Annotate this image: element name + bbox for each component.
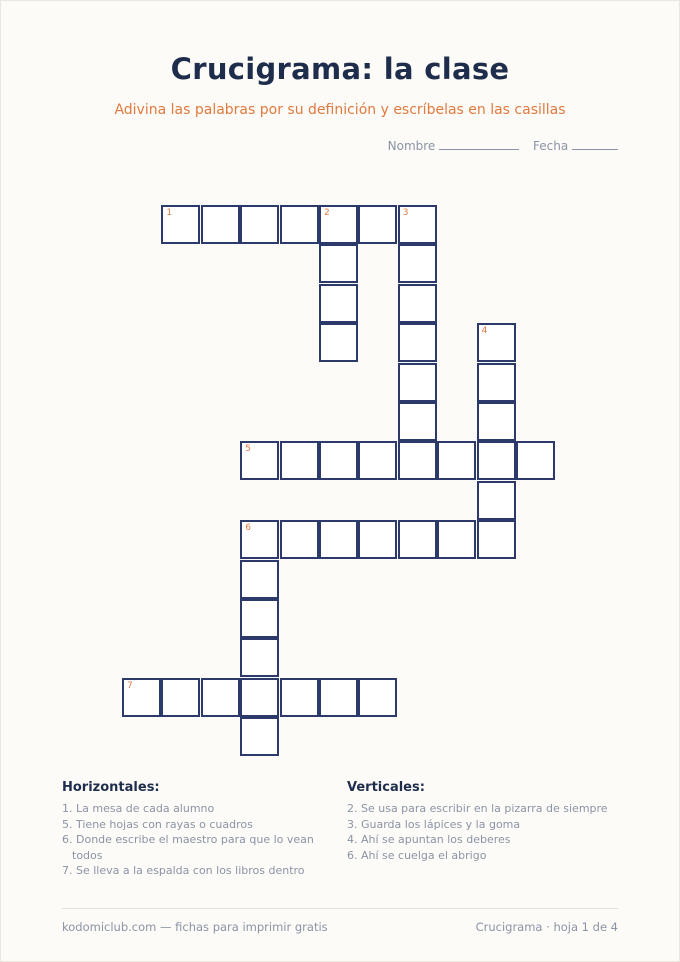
crossword-cell[interactable]	[358, 678, 397, 717]
crossword-cell[interactable]	[240, 441, 279, 480]
crossword-cell[interactable]	[240, 717, 279, 756]
crossword-cell[interactable]	[477, 363, 516, 402]
crossword-cell[interactable]	[201, 678, 240, 717]
clue-across-5: 5. Tiene hojas con rayas o cuadros	[62, 817, 253, 831]
footer-divider	[62, 908, 618, 909]
crossword-cell[interactable]	[319, 520, 358, 559]
footer-page-info: Crucigrama · hoja 1 de 4	[475, 920, 618, 934]
clue-across-1: 1. La mesa de cada alumno	[62, 802, 215, 815]
page-subtitle: Adivina las palabras por su definición y escríbelas en las casillas	[114, 102, 566, 118]
clue-number: 6	[245, 523, 251, 534]
page-title: Crucigrama: la clase	[170, 52, 510, 86]
clue-down-6: 6. Ahí se cuelga el abrigo	[347, 848, 487, 862]
clue-number: 4	[481, 326, 488, 337]
clue-down-2: 2. Se usa para escribir en la pizarra de siempre	[347, 802, 608, 815]
clue-number: 1	[166, 208, 173, 218]
crossword-cell[interactable]	[240, 678, 279, 717]
crossword-cell[interactable]	[477, 441, 516, 480]
crossword-cell[interactable]	[477, 402, 516, 441]
crossword-cell[interactable]	[477, 323, 516, 362]
clue-across-7: 7. Se lleva a la espalda con los libros dentro	[62, 864, 305, 877]
horizontal-clues-title: Horizontales:	[62, 780, 160, 795]
crossword-cell[interactable]	[477, 481, 516, 520]
name-label: Nombre	[387, 139, 436, 153]
crossword-cell[interactable]	[280, 441, 319, 480]
crossword-cell[interactable]	[319, 323, 358, 362]
crossword-cell[interactable]	[240, 638, 279, 677]
crossword-cell[interactable]	[398, 205, 437, 244]
crossword-cell[interactable]	[358, 441, 397, 480]
crossword-cell[interactable]	[240, 560, 279, 599]
clue-down-4: 4. Ahí se apuntan los deberes	[347, 833, 511, 846]
vertical-clues-title: Verticales:	[347, 780, 425, 795]
clue-number: 2	[324, 208, 330, 218]
crossword-cell[interactable]	[161, 205, 200, 244]
crossword-cell[interactable]	[319, 244, 358, 283]
crossword-cell[interactable]	[358, 205, 397, 244]
clue-number: 7	[127, 680, 133, 691]
crossword-cell[interactable]	[201, 205, 240, 244]
crossword-cell[interactable]	[516, 441, 555, 480]
clue-number: 3	[402, 208, 409, 218]
vertical-clues	[347, 780, 617, 863]
crossword-cell[interactable]	[122, 678, 161, 717]
crossword-cell[interactable]	[280, 520, 319, 559]
crossword-cell[interactable]	[477, 520, 516, 559]
crossword-cell[interactable]	[358, 520, 397, 559]
crossword-cell[interactable]	[437, 520, 476, 559]
crossword-cell[interactable]	[240, 520, 279, 559]
crossword-cell[interactable]	[280, 678, 319, 717]
crossword-cell[interactable]	[437, 441, 476, 480]
date-label: Fecha	[532, 139, 569, 153]
crossword-cell[interactable]	[319, 678, 358, 717]
date-blank-line[interactable]	[572, 139, 618, 150]
crossword-cell[interactable]	[319, 284, 358, 323]
crossword-cell[interactable]	[398, 402, 437, 441]
crossword-cell[interactable]	[398, 441, 437, 480]
crossword-cell[interactable]	[240, 599, 279, 638]
horizontal-clues	[62, 780, 332, 879]
clue-down-3: 3. Guarda los lápices y la goma	[347, 817, 521, 831]
crossword-cell[interactable]	[398, 323, 437, 362]
crossword-cell[interactable]	[319, 205, 358, 244]
crossword-cell[interactable]	[398, 520, 437, 559]
crossword-cell[interactable]	[280, 205, 319, 244]
name-blank-line[interactable]	[439, 139, 519, 150]
clue-across-6: 6. Donde escribe el maestro para que lo vean todos	[62, 833, 314, 862]
footer-site: kodomiclub.com — fichas para imprimir gratis	[62, 920, 328, 934]
crossword-cell[interactable]	[240, 205, 279, 244]
crossword-cell[interactable]	[161, 678, 200, 717]
clue-number: 5	[245, 444, 251, 455]
crossword-cell[interactable]	[319, 441, 358, 480]
name-date-fields	[388, 139, 618, 153]
crossword-cell[interactable]	[398, 284, 437, 323]
crossword-cell[interactable]	[398, 363, 437, 402]
crossword-cell[interactable]	[398, 244, 437, 283]
